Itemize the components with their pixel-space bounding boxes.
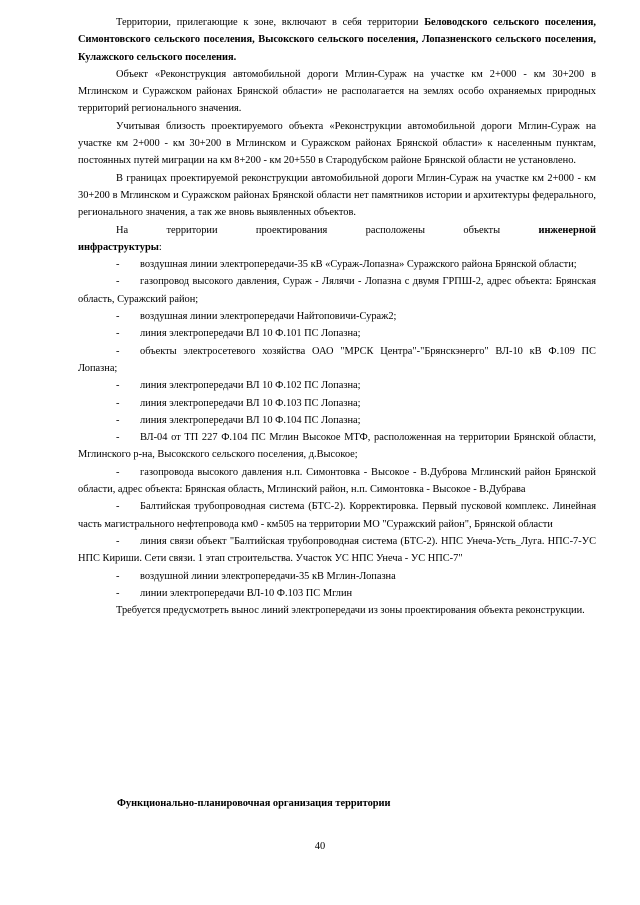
list-item: - объекты электросетевого хозяйства ОАО "МРСК Центра"-"Брянскэнерго" ВЛ-10 кВ Ф.109 ПС Лопазна; <box>78 345 596 374</box>
list-item: - воздушная линии электропередачи-35 кВ «Сураж-Лопазна» Суражского района Брянской области; <box>116 259 577 271</box>
paragraph-protected-areas: Объект «Реконструкция автомобильной дороги Мглин-Сураж на участке км 2+000 - км 30+200 в Мглинском и Суражском районах Брянской области» не располагается на землях особо охраняемых природных территорий регионального значения. <box>78 68 596 115</box>
list-item: - газопровода высокого давления н.п. Симонтовка - Высокое - В.Дуброва Мглинский район Брянской области, адрес объекта: Брянская область, Мглинский район, н.п. Симонтовка - Высокое - В.Дубрава <box>78 466 596 496</box>
section-heading: Функционально-планировочная организация территории <box>117 798 391 809</box>
list-item: - линии электропередачи ВЛ-10 Ф.103 ПС Мглин <box>116 587 353 599</box>
paragraph-infrastructure-intro-cont: инфраструктуры: <box>78 241 162 253</box>
list-item: - ВЛ-04 от ТП 227 Ф.104 ПС Мглин Высокое МТФ, расположенная на территории Брянской области, Мглинского р-на, Высокского сельского поселения, д.Высокое; <box>78 432 596 461</box>
paragraph-monuments: В границах проектируемой реконструкции автомобильной дороги Мглин-Сураж на участке км 2+000 - км 30+200 в Мглинском и Суражском районах Брянской области нет памятников истории и архитектуры федерального, регионального значения, а так же вновь выявленных объектов. <box>78 172 596 219</box>
document-body <box>78 14 596 619</box>
paragraph-migration: Учитывая близость проектируемого объекта «Реконструкции автомобильной дороги Мглин-Сураж на участке км 2+000 - км 30+200 в Мглинском и Суражском районах Брянской области» к населенным пунктам, постоянных путей миграции на км 8+200 - км 20+550 в Стародубском районе Брянской области не установлено. <box>78 120 596 167</box>
list-item: - Балтийская трубопроводная система (БТС-2). Корректировка. Первый пусковой комплекс. Линейная часть магистрального нефтепровода км0 - км505 на территории МО "Суражский район", Брянской области <box>78 501 596 530</box>
paragraph-relocation: Требуется предусмотреть вынос линий электропередачи из зоны проектирования объекта реконструкции. <box>116 605 585 617</box>
list-item: - линия электропередачи ВЛ 10 Ф.102 ПС Лопазна; <box>116 380 361 392</box>
paragraph-adjacent-territories: Территории, прилегающие к зоне, включают в себя территории Беловодского сельского поселения, Симонтовского сельского поселения, Высокского сельского поселения, Лопазненского сельского поселения, Кулажского сельского поселения. <box>78 17 596 63</box>
page-number: 40 <box>314 841 326 852</box>
list-item: - линия электропередачи ВЛ 10 Ф.104 ПС Лопазна; <box>116 414 361 426</box>
list-item: - воздушная линии электропередачи Найтоповичи-Сураж2; <box>116 311 397 323</box>
list-item: - линия электропередачи ВЛ 10 Ф.101 ПС Лопазна; <box>116 328 361 340</box>
settlements-list: Беловодского сельского поселения, Симонтовского сельского поселения, Высокского сельского поселения, Лопазненского сельского поселения, Кулажского сельского поселения. <box>78 17 596 63</box>
list-item: - газопровод высокого давления, Сураж - Лялячи - Лопазна с двумя ГРПШ-2, адрес объекта: Брянская область, Суражский район; <box>78 276 596 305</box>
list-item: - линия связи объект "Балтийская трубопроводная система (БТС-2). НПС Унеча-Усть_Луга. НПС-7-УС НПС Кириши. Сети связи. 1 этап строительства. Участок УС НПС Унеча - УС НПС-7" <box>78 535 596 565</box>
list-item: - воздушной линии электропередачи-35 кВ Мглин-Лопазна <box>116 570 396 582</box>
paragraph-infrastructure-intro: На территории проектирования расположены объекты инженерной <box>116 224 596 236</box>
list-item: - линия электропередачи ВЛ 10 Ф.103 ПС Лопазна; <box>116 397 361 409</box>
